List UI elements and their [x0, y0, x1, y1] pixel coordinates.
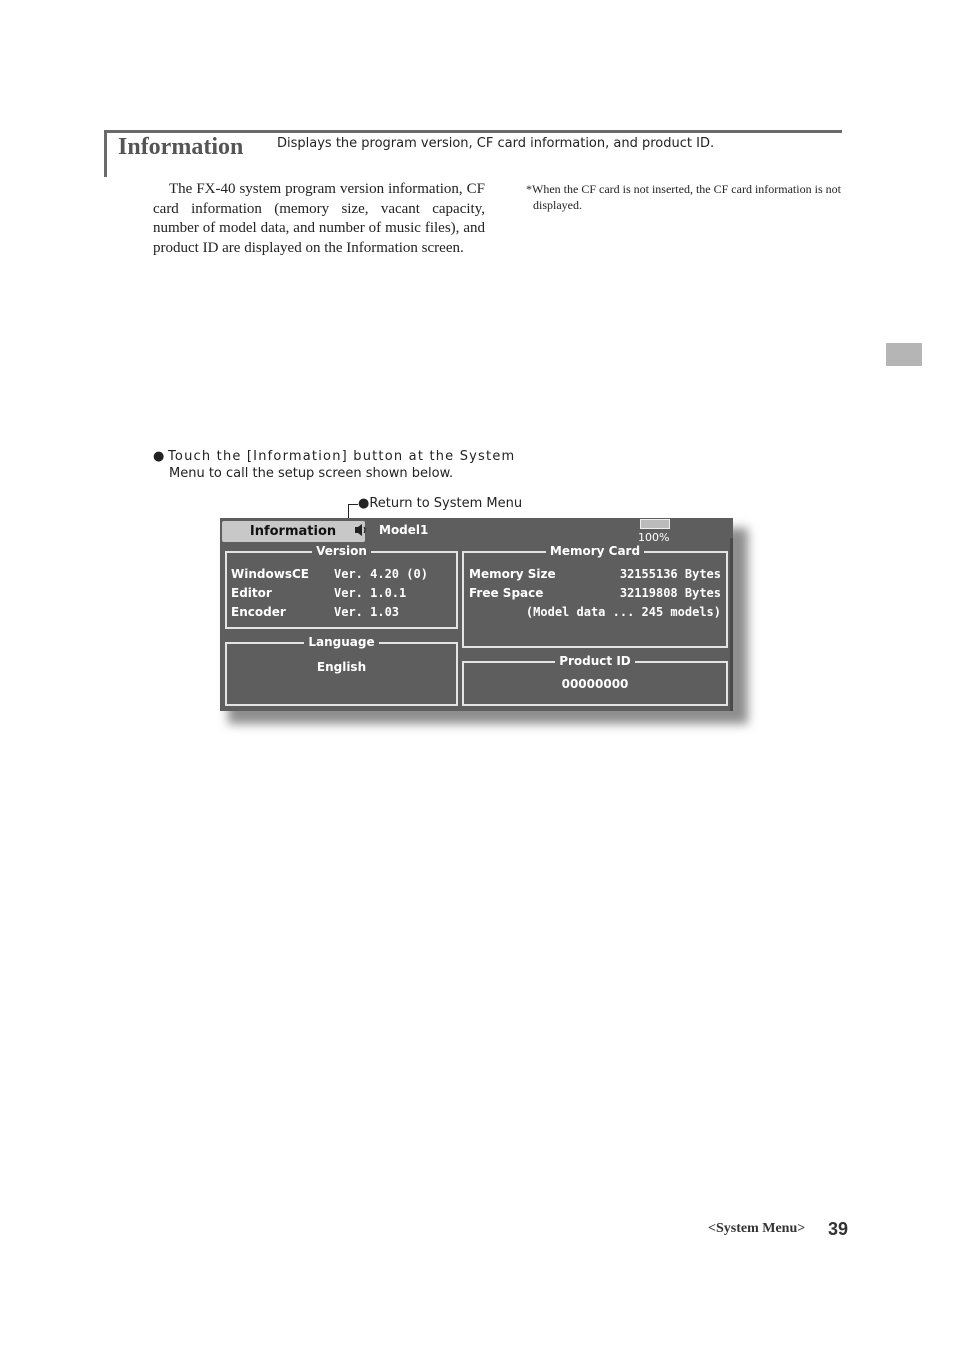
version-label-windowsce: WindowsCE — [231, 567, 309, 581]
bullet-icon: ● — [153, 449, 166, 464]
information-tab-label: Information — [249, 524, 337, 539]
product-id-box — [462, 654, 728, 706]
page-description: Displays the program version, CF card information, and product ID. — [277, 136, 715, 151]
free-space-value: 32119808 Bytes — [619, 586, 721, 600]
memory-size-label: Memory Size — [469, 567, 556, 581]
language-box — [225, 635, 458, 706]
battery-percent: 100% — [638, 531, 670, 544]
version-label-editor: Editor — [231, 586, 272, 600]
instruction-line-1 — [153, 448, 533, 465]
callout-leader-horizontal — [348, 504, 358, 505]
version-value-editor: Ver. 1.0.1 — [334, 586, 407, 600]
product-id-title: Product ID — [555, 654, 635, 668]
instruction — [153, 448, 533, 482]
model-name: Model1 — [379, 523, 429, 537]
footer-section-label: <System Menu> — [708, 1221, 806, 1236]
version-value-windowsce: Ver. 4.20 (0) — [334, 567, 428, 581]
screen-right-edge — [730, 538, 733, 711]
speaker-icon[interactable] — [354, 523, 368, 537]
page-title: Information — [118, 134, 244, 160]
return-callout-label: ●Return to System Menu — [358, 496, 523, 511]
version-title: Version — [312, 544, 371, 558]
memory-size-value: 32155136 Bytes — [619, 567, 721, 581]
memory-card-box — [462, 544, 728, 648]
section-side-tab — [886, 343, 922, 366]
language-value: English — [316, 660, 367, 674]
information-screen — [220, 518, 733, 711]
version-value-encoder: Ver. 1.03 — [334, 605, 400, 619]
battery-icon — [640, 519, 670, 529]
cf-card-note: *When the CF card is not inserted, the CF card information is not displayed. — [526, 182, 841, 212]
product-id-value: 00000000 — [561, 677, 629, 691]
header-top-rule — [104, 130, 842, 133]
model-data-count: (Model data ... 245 models) — [525, 605, 721, 619]
page-number: 39 — [828, 1219, 849, 1239]
information-tab-button[interactable] — [222, 521, 365, 542]
instruction-text-2: Menu to call the setup screen shown below. — [169, 466, 454, 481]
version-label-encoder: Encoder — [231, 605, 286, 619]
free-space-label: Free Space — [469, 586, 544, 600]
version-box — [225, 544, 458, 629]
language-title: Language — [304, 635, 378, 649]
intro-paragraph: The FX-40 system program version information, CF card information (memory size, vacant capacity, number of model data, and number of music files), and product ID are displayed on the Information screen. — [153, 181, 485, 256]
memory-card-title: Memory Card — [546, 544, 644, 558]
instruction-text-1: Touch the [Information] button at the System — [168, 449, 516, 464]
header-left-rule — [104, 130, 107, 177]
